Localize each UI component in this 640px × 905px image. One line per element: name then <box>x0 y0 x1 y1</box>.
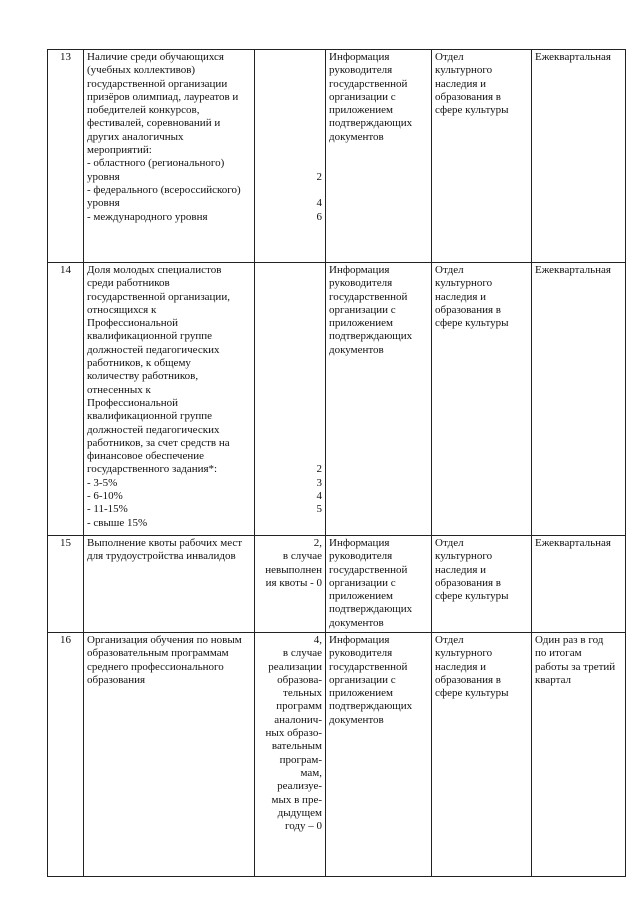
cell-line: приложением <box>329 590 393 603</box>
cell-line: Организация обучения по новым <box>87 634 242 646</box>
cell-line: государственной организации <box>87 77 228 90</box>
cell-line: финансовое обеспечение <box>87 450 204 463</box>
cell-line: по итогам <box>535 647 582 660</box>
cell-line: организации с <box>329 303 396 316</box>
cell-line: приложением <box>329 687 393 700</box>
cell-line: 2 <box>316 463 322 476</box>
cell-line: Информация <box>329 634 390 646</box>
cell-line <box>258 184 322 197</box>
criterion-points <box>255 50 326 263</box>
row-number: 14 <box>48 263 84 536</box>
cell-line: подтверждающих <box>329 700 413 713</box>
cell-line: Отдел <box>435 537 464 549</box>
cell-line: государственной <box>329 290 408 303</box>
cell-line: победителей конкурсов, <box>87 104 200 117</box>
cell-line: 2 <box>316 170 322 183</box>
cell-line <box>258 397 322 410</box>
cell-line: среднего профессионального <box>87 660 224 673</box>
cell-line: 6 <box>316 210 322 223</box>
cell-line: квалификационной группе <box>87 410 213 423</box>
cell-line: Ежеквартальная <box>535 264 611 276</box>
cell-line: мероприятий: <box>87 144 152 157</box>
cell-line: Отдел <box>435 51 464 63</box>
cell-line <box>258 277 322 290</box>
criterion-name <box>84 536 255 633</box>
cell-line: образования в <box>435 576 501 589</box>
cell-line: квалификационной группе <box>87 330 213 343</box>
cell-line <box>258 344 322 357</box>
cell-line: наследия и <box>435 563 487 576</box>
cell-line: Ежеквартальная <box>535 537 611 549</box>
cell-line: образования <box>87 673 146 686</box>
cell-line: руководителя <box>329 64 393 77</box>
cell-line: образования в <box>435 303 501 316</box>
cell-line: руководителя <box>329 550 393 563</box>
cell-line: подтверждающих <box>329 603 413 616</box>
cell-line: 5 <box>316 503 322 516</box>
cell-line: должностей педагогических <box>87 343 220 356</box>
cell-line: руководителя <box>329 647 393 660</box>
cell-line: програм- <box>279 753 322 766</box>
criteria-table <box>47 49 626 877</box>
cell-line <box>258 264 322 277</box>
information-source <box>326 263 432 536</box>
responsible-department <box>432 633 532 877</box>
cell-line: ных образо- <box>265 727 322 740</box>
cell-line: организации с <box>329 576 396 589</box>
cell-line: руководителя <box>329 277 393 290</box>
cell-line <box>258 304 322 317</box>
reporting-period <box>532 633 626 877</box>
cell-line: невыполнен <box>265 563 322 576</box>
table-row <box>48 263 626 536</box>
cell-line: среди работников <box>87 277 170 290</box>
cell-line: дыдущем <box>277 806 322 819</box>
cell-line: 4 <box>316 197 322 210</box>
cell-line: документов <box>329 130 384 143</box>
cell-line: количеству работников, <box>87 370 199 383</box>
cell-line: 4, <box>313 634 322 646</box>
cell-line: работы за третий <box>535 660 616 673</box>
row-number: 13 <box>48 50 84 263</box>
responsible-department <box>432 536 532 633</box>
cell-line: государственного задания*: <box>87 463 218 476</box>
cell-line: сфере культуры <box>435 104 509 117</box>
information-source <box>326 536 432 633</box>
table-row <box>48 536 626 633</box>
cell-line <box>258 330 322 343</box>
cell-line: работников, к общему <box>87 357 191 370</box>
cell-line <box>258 78 322 91</box>
cell-line <box>258 117 322 130</box>
cell-line: наследия и <box>435 290 487 303</box>
cell-line: подтверждающих <box>329 117 413 130</box>
cell-line: других аналогичных <box>87 130 184 143</box>
cell-line: уровня <box>87 197 120 210</box>
cell-line: организации с <box>329 90 396 103</box>
cell-line: Профессиональной <box>87 317 179 330</box>
responsible-department <box>432 263 532 536</box>
cell-line <box>258 104 322 117</box>
row-number: 15 <box>48 536 84 633</box>
cell-line: тельных <box>283 687 322 700</box>
cell-line <box>258 157 322 170</box>
cell-line <box>258 131 322 144</box>
table-row <box>48 50 626 263</box>
cell-line: Ежеквартальная <box>535 51 611 63</box>
cell-line: культурного <box>435 647 493 660</box>
cell-line: документов <box>329 616 384 629</box>
cell-line: ия квоты - 0 <box>265 576 322 589</box>
cell-line: 4 <box>316 490 322 503</box>
cell-line: организации с <box>329 673 396 686</box>
cell-line: относящихся к <box>87 303 157 316</box>
cell-line: образовательным программам <box>87 647 229 660</box>
cell-line: - международного уровня <box>87 210 208 223</box>
cell-line: работников, за счет средств на <box>87 436 230 449</box>
cell-line: фестивалей, соревнований и <box>87 117 221 130</box>
cell-line: реализуе- <box>277 780 322 793</box>
cell-line: квартал <box>535 673 572 686</box>
cell-line: программ <box>276 700 322 713</box>
cell-line: документов <box>329 343 384 356</box>
cell-line <box>258 91 322 104</box>
cell-line <box>258 291 322 304</box>
cell-line <box>258 450 322 463</box>
cell-line: мам, <box>300 766 322 779</box>
cell-line: государственной <box>329 77 408 90</box>
cell-line: в случае <box>282 647 322 660</box>
cell-line: сфере культуры <box>435 590 509 603</box>
responsible-department <box>432 50 532 263</box>
cell-line: аналонич- <box>274 713 322 726</box>
cell-line: образова- <box>277 673 322 686</box>
cell-line: культурного <box>435 550 493 563</box>
criterion-name <box>84 263 255 536</box>
cell-line: в случае <box>282 550 322 563</box>
cell-line: сфере культуры <box>435 317 509 330</box>
cell-line <box>258 384 322 397</box>
cell-line: году – 0 <box>284 820 322 833</box>
cell-line <box>258 370 322 383</box>
criterion-name <box>84 633 255 877</box>
cell-line <box>258 317 322 330</box>
cell-line: отнесенных к <box>87 383 151 396</box>
criterion-points <box>255 263 326 536</box>
row-number: 16 <box>48 633 84 877</box>
cell-line: Выполнение квоты рабочих мест <box>87 537 243 549</box>
cell-line <box>258 64 322 77</box>
cell-line: 3 <box>316 476 322 489</box>
cell-line: Отдел <box>435 634 464 646</box>
cell-line: документов <box>329 713 384 726</box>
cell-line: Один раз в год <box>535 634 604 646</box>
cell-line: Доля молодых специалистов <box>87 264 222 276</box>
cell-line <box>258 357 322 370</box>
cell-line: сфере культуры <box>435 687 509 700</box>
cell-line: образования в <box>435 90 501 103</box>
cell-line: образования в <box>435 673 501 686</box>
cell-line: приложением <box>329 104 393 117</box>
cell-line: - 3-5% <box>87 476 118 489</box>
reporting-period <box>532 536 626 633</box>
cell-line <box>258 410 322 423</box>
criterion-points <box>255 536 326 633</box>
cell-line: государственной <box>329 660 408 673</box>
cell-line: мых в пре- <box>271 793 322 806</box>
cell-line: (учебных коллективов) <box>87 64 196 77</box>
reporting-period <box>532 50 626 263</box>
table-row <box>48 633 626 877</box>
cell-line: - 6-10% <box>87 490 123 503</box>
cell-line: наследия и <box>435 77 487 90</box>
cell-line: приложением <box>329 317 393 330</box>
cell-line: - свыше 15% <box>87 516 148 529</box>
cell-line: - 11-15% <box>87 503 128 516</box>
cell-line <box>258 424 322 437</box>
cell-line <box>258 437 322 450</box>
cell-line: должностей педагогических <box>87 423 220 436</box>
cell-line: культурного <box>435 277 493 290</box>
cell-line: для трудоустройства инвалидов <box>87 550 236 563</box>
information-source <box>326 50 432 263</box>
cell-line: 2, <box>313 537 322 549</box>
reporting-period <box>532 263 626 536</box>
cell-line: Информация <box>329 537 390 549</box>
cell-line: культурного <box>435 64 493 77</box>
cell-line: Информация <box>329 264 390 276</box>
cell-line: наследия и <box>435 660 487 673</box>
cell-line: реализации <box>268 660 322 673</box>
cell-line: государственной <box>329 563 408 576</box>
cell-line: - федерального (всероссийского) <box>87 183 241 196</box>
criterion-name <box>84 50 255 263</box>
criterion-points <box>255 633 326 877</box>
cell-line <box>258 51 322 64</box>
cell-line: Профессиональной <box>87 396 179 409</box>
cell-line: Наличие среди обучающихся <box>87 51 224 63</box>
cell-line: подтверждающих <box>329 330 413 343</box>
cell-line: государственной организации, <box>87 290 230 303</box>
cell-line <box>258 144 322 157</box>
cell-line: вательным <box>271 740 322 753</box>
cell-line: Отдел <box>435 264 464 276</box>
cell-line: уровня <box>87 170 120 183</box>
cell-line: призёров олимпиад, лауреатов и <box>87 90 239 103</box>
cell-line: - областного (регионального) <box>87 157 225 170</box>
information-source <box>326 633 432 877</box>
cell-line: Информация <box>329 51 390 63</box>
